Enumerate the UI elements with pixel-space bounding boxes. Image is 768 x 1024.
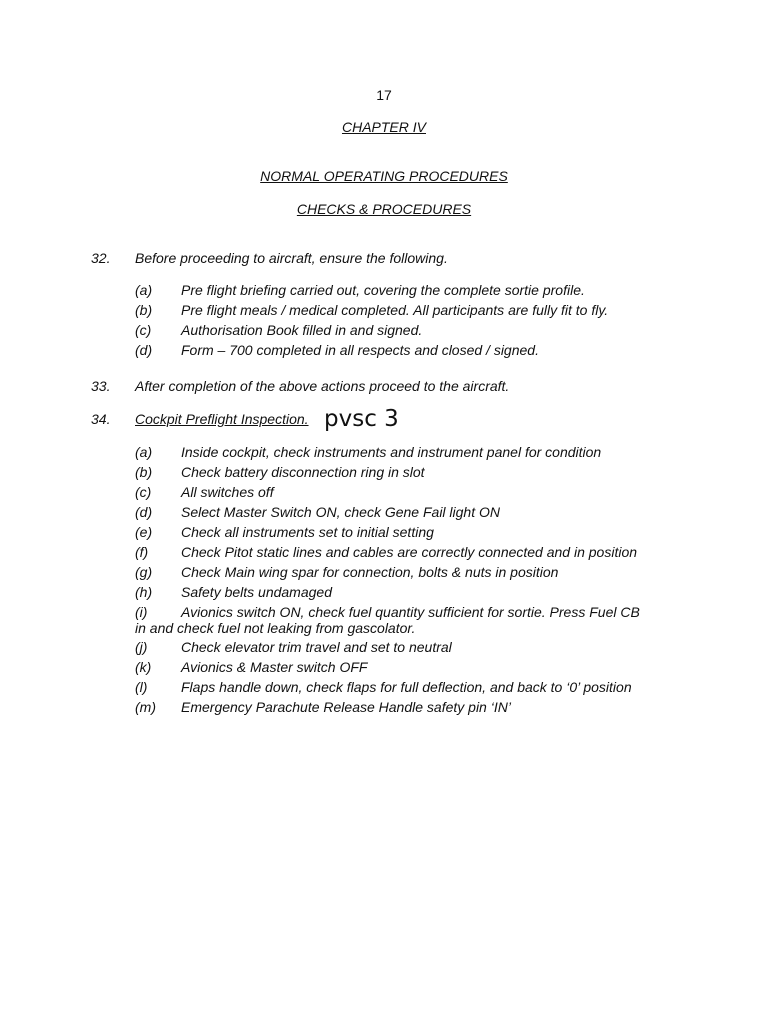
para-32-item-text: Form – 700 completed in all respects and closed / signed.	[181, 342, 539, 358]
para-34-number: 34.	[91, 411, 111, 427]
document-title: NORMAL OPERATING PROCEDURES	[260, 168, 508, 184]
para-32-item-text: Authorisation Book filled in and signed.	[181, 322, 423, 338]
para-34-item-letter: (c)	[135, 484, 152, 500]
para-34-item-text: Check battery disconnection ring in slot	[181, 464, 425, 480]
para-34-item-text: Safety belts undamaged	[181, 584, 332, 600]
para-34-item-text: Avionics & Master switch OFF	[181, 659, 368, 675]
para-34-item-letter: (e)	[135, 524, 153, 540]
para-34-item-text: Select Master Switch ON, check Gene Fail light ON	[181, 504, 500, 520]
para-32-item-letter: (a)	[135, 282, 153, 298]
para-34-item-letter: (k)	[135, 659, 152, 675]
para-32-item-letter: (c)	[135, 322, 152, 338]
para-32-number: 32.	[91, 250, 111, 266]
chapter-heading: CHAPTER IV	[341, 119, 426, 135]
para-34-item-letter: (f)	[135, 544, 149, 560]
para-34-item-letter: (j)	[135, 639, 148, 655]
para-34-item-letter: (i)	[135, 604, 148, 620]
para-34-item-letter: (l)	[135, 679, 148, 695]
para-34-item-text: Avionics switch ON, check fuel quantity sufficient for sortie. Press Fuel CB	[181, 604, 640, 620]
document-subtitle: CHECKS & PROCEDURES	[296, 201, 472, 217]
pvsc-stamp: pvsc 3	[324, 406, 399, 432]
para-34-item-letter: (a)	[135, 444, 153, 460]
para-34-heading: Cockpit Preflight Inspection.	[135, 411, 309, 427]
para-32-text: Before proceeding to aircraft, ensure the following.	[135, 250, 448, 266]
para-34-item-text: Check Main wing spar for connection, bolts & nuts in position	[181, 564, 559, 580]
para-34-item-letter: (d)	[135, 504, 153, 520]
para-34-item-continuation: in and check fuel not leaking from gascolator.	[135, 620, 416, 636]
para-34-item-letter: (m)	[135, 699, 156, 715]
page-number: 17	[376, 87, 392, 103]
para-34-item-text: Check elevator trim travel and set to neutral	[181, 639, 452, 655]
para-32-item-letter: (b)	[135, 302, 153, 318]
para-34-item-text: Flaps handle down, check flaps for full deflection, and back to ‘0’ position	[181, 679, 632, 695]
para-34-item-letter: (h)	[135, 584, 153, 600]
para-34-item-text: Inside cockpit, check instruments and instrument panel for condition	[181, 444, 602, 460]
para-34-item-letter: (g)	[135, 564, 153, 580]
para-34-item-letter: (b)	[135, 464, 153, 480]
para-34-item-text: Emergency Parachute Release Handle safety pin ‘IN’	[181, 699, 511, 715]
para-34-item-text: All switches off	[181, 484, 274, 500]
para-32-item-text: Pre flight briefing carried out, covering the complete sortie profile.	[181, 282, 585, 298]
para-34-item-text: Check all instruments set to initial setting	[181, 524, 434, 540]
para-33-text: After completion of the above actions proceed to the aircraft.	[135, 378, 510, 394]
para-34-item-text: Check Pitot static lines and cables are correctly connected and in position	[181, 544, 638, 560]
para-32-item-text: Pre flight meals / medical completed. All participants are fully fit to fly.	[181, 302, 609, 318]
para-32-item-letter: (d)	[135, 342, 153, 358]
para-33-number: 33.	[91, 378, 111, 394]
